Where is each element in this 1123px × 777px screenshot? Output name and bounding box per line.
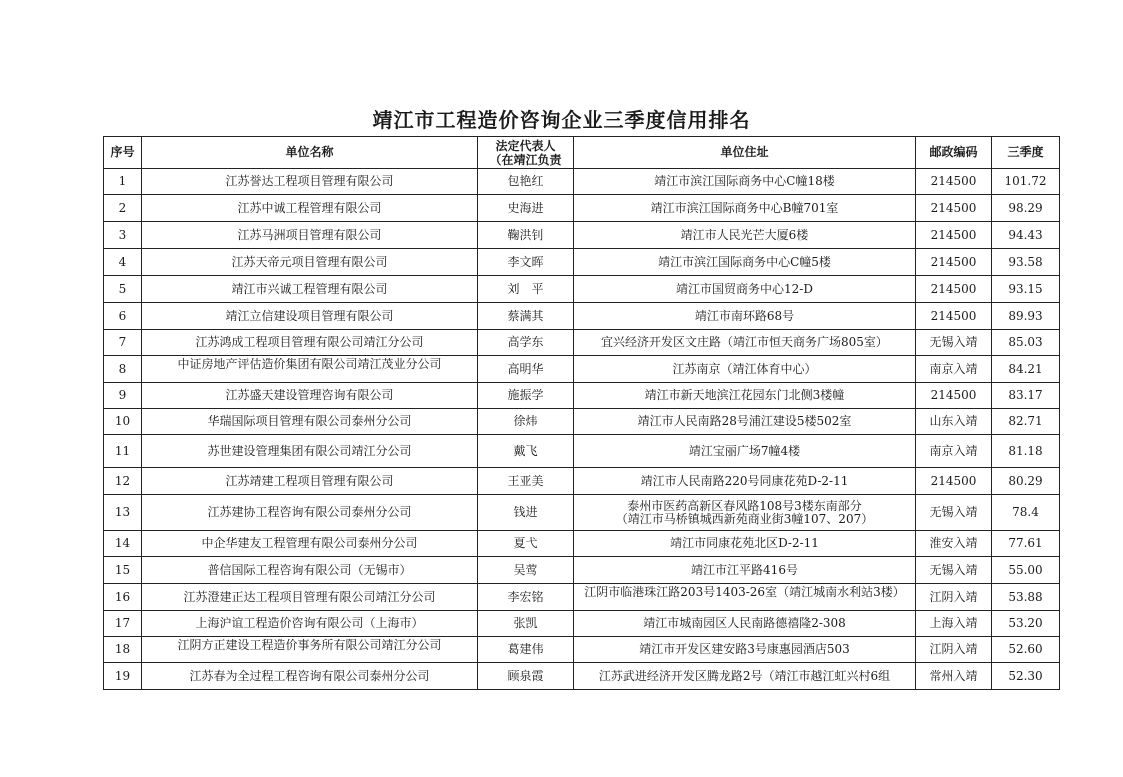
cell-postcode: 江阴入靖 — [916, 637, 992, 663]
cell-seq: 14 — [104, 531, 142, 557]
table-row — [104, 468, 1060, 495]
cell-name: 江苏春为全过程工程咨询有限公司泰州分公司 — [142, 663, 478, 690]
cell-postcode: 214500 — [916, 249, 992, 276]
cell-seq: 18 — [104, 637, 142, 663]
cell-postcode: 江阴入靖 — [916, 584, 992, 611]
header-name: 单位名称 — [142, 137, 478, 169]
cell-seq: 16 — [104, 584, 142, 611]
cell-q3: 53.88 — [992, 584, 1060, 611]
cell-rep: 徐炜 — [478, 409, 574, 435]
cell-seq: 11 — [104, 435, 142, 468]
table-row — [104, 222, 1060, 249]
cell-address-line1: 泰州市医药高新区春风路108号3楼东南部分 — [627, 498, 862, 513]
cell-q3: 83.17 — [992, 383, 1060, 409]
cell-q3: 53.20 — [992, 611, 1060, 637]
cell-seq: 10 — [104, 409, 142, 435]
cell-postcode: 淮安入靖 — [916, 531, 992, 557]
cell-address: 靖江市城南园区人民南路德禧隆2-308 — [574, 611, 916, 637]
cell-seq: 2 — [104, 195, 142, 222]
cell-address — [574, 584, 916, 611]
cell-seq: 9 — [104, 383, 142, 409]
cell-postcode: 南京入靖 — [916, 435, 992, 468]
cell-address: 靖江宝丽广场7幢4楼 — [574, 435, 916, 468]
cell-address: 靖江市南环路68号 — [574, 303, 916, 330]
cell-address-text: 江阴市临港珠江路203号1403-26室（靖江城南水利站3楼） — [584, 586, 905, 599]
cell-address: 宜兴经济开发区文庄路（靖江市恒天商务广场805室） — [574, 330, 916, 356]
cell-rep: 钱进 — [478, 495, 574, 531]
cell-name-text: 中证房地产评估造价集团有限公司靖江茂业分公司 — [177, 358, 442, 371]
table-row — [104, 663, 1060, 690]
cell-name: 中企华建友工程管理有限公司泰州分公司 — [142, 531, 478, 557]
table-row — [104, 584, 1060, 611]
cell-name: 苏世建设管理集团有限公司靖江分公司 — [142, 435, 478, 468]
cell-q3: 101.72 — [992, 169, 1060, 195]
cell-name: 普信国际工程咨询有限公司（无锡市） — [142, 557, 478, 584]
cell-seq: 5 — [104, 276, 142, 303]
cell-name: 靖江立信建设项目管理有限公司 — [142, 303, 478, 330]
cell-seq: 19 — [104, 663, 142, 690]
cell-q3: 84.21 — [992, 356, 1060, 383]
cell-name-text: 江阴方正建设工程造价事务所有限公司靖江分公司 — [177, 638, 442, 652]
cell-postcode: 无锡入靖 — [916, 557, 992, 584]
header-rep — [478, 137, 574, 169]
cell-address: 靖江市滨江国际商务中心C幢5楼 — [574, 249, 916, 276]
cell-postcode: 214500 — [916, 383, 992, 409]
cell-seq: 1 — [104, 169, 142, 195]
cell-postcode: 214500 — [916, 222, 992, 249]
cell-address: 江苏南京（靖江体育中心） — [574, 356, 916, 383]
cell-address: 靖江市人民光芒大厦6楼 — [574, 222, 916, 249]
cell-name: 江苏誉达工程项目管理有限公司 — [142, 169, 478, 195]
cell-rep: 刘 平 — [478, 276, 574, 303]
cell-q3: 94.43 — [992, 222, 1060, 249]
cell-rep: 高学东 — [478, 330, 574, 356]
cell-rep: 戴飞 — [478, 435, 574, 468]
cell-rep: 葛建伟 — [478, 637, 574, 663]
cell-seq: 15 — [104, 557, 142, 584]
cell-seq: 8 — [104, 356, 142, 383]
cell-address: 靖江市国贸商务中心12-D — [574, 276, 916, 303]
cell-rep: 鞠洪钊 — [478, 222, 574, 249]
cell-rep: 高明华 — [478, 356, 574, 383]
cell-rep: 施振学 — [478, 383, 574, 409]
table-row — [104, 356, 1060, 383]
cell-seq: 12 — [104, 468, 142, 495]
credit-ranking-table — [103, 136, 1060, 690]
cell-address-line2: （靖江市马桥镇城西新苑商业街3幢107、207） — [615, 511, 874, 526]
cell-postcode: 214500 — [916, 195, 992, 222]
document-title: 靖江市工程造价咨询企业三季度信用排名 — [372, 108, 751, 132]
table-row — [104, 169, 1060, 195]
cell-name — [142, 637, 478, 663]
cell-q3: 82.71 — [992, 409, 1060, 435]
cell-rep: 夏弋 — [478, 531, 574, 557]
cell-rep: 张凯 — [478, 611, 574, 637]
cell-q3: 80.29 — [992, 468, 1060, 495]
cell-address: 靖江市江平路416号 — [574, 557, 916, 584]
header-q3: 三季度 — [992, 137, 1060, 169]
header-rep-line2: （在靖江负责 — [489, 153, 562, 166]
cell-q3: 93.58 — [992, 249, 1060, 276]
cell-rep: 包艳红 — [478, 169, 574, 195]
table-row — [104, 303, 1060, 330]
cell-name: 江苏靖建工程项目管理有限公司 — [142, 468, 478, 495]
cell-postcode: 无锡入靖 — [916, 330, 992, 356]
cell-name: 江苏澄建正达工程项目管理有限公司靖江分公司 — [142, 584, 478, 611]
header-postcode: 邮政编码 — [916, 137, 992, 169]
cell-seq: 3 — [104, 222, 142, 249]
table-row — [104, 531, 1060, 557]
table-row — [104, 611, 1060, 637]
table-row — [104, 495, 1060, 531]
header-row — [104, 137, 1060, 169]
cell-address: 靖江市开发区建安路3号康惠园酒店503 — [574, 637, 916, 663]
cell-name: 华瑞国际项目管理有限公司泰州分公司 — [142, 409, 478, 435]
cell-postcode: 214500 — [916, 276, 992, 303]
cell-name: 江苏马洲项目管理有限公司 — [142, 222, 478, 249]
table-row — [104, 195, 1060, 222]
cell-rep: 李文晖 — [478, 249, 574, 276]
cell-q3: 85.03 — [992, 330, 1060, 356]
header-address: 单位住址 — [574, 137, 916, 169]
cell-rep: 史海进 — [478, 195, 574, 222]
cell-name: 江苏鸿成工程项目管理有限公司靖江分公司 — [142, 330, 478, 356]
cell-address — [574, 663, 916, 690]
cell-postcode: 上海入靖 — [916, 611, 992, 637]
cell-q3: 98.29 — [992, 195, 1060, 222]
cell-q3: 55.00 — [992, 557, 1060, 584]
cell-q3: 52.60 — [992, 637, 1060, 663]
cell-address — [574, 495, 916, 531]
cell-q3: 93.15 — [992, 276, 1060, 303]
header-rep-line1: 法定代表人 — [495, 139, 556, 153]
header-seq: 序号 — [104, 137, 142, 169]
table-row — [104, 383, 1060, 409]
cell-postcode: 常州入靖 — [916, 663, 992, 690]
cell-address: 靖江市滨江国际商务中心C幢18楼 — [574, 169, 916, 195]
cell-rep: 顾泉霞 — [478, 663, 574, 690]
table-row — [104, 276, 1060, 303]
table-row — [104, 637, 1060, 663]
cell-seq: 6 — [104, 303, 142, 330]
cell-seq: 13 — [104, 495, 142, 531]
cell-address: 靖江市人民南路28号浦江建设5楼502室 — [574, 409, 916, 435]
cell-q3: 52.30 — [992, 663, 1060, 690]
cell-name — [142, 356, 478, 383]
cell-seq: 7 — [104, 330, 142, 356]
table-row — [104, 435, 1060, 468]
cell-name: 江苏盛天建设管理咨询有限公司 — [142, 383, 478, 409]
cell-postcode: 无锡入靖 — [916, 495, 992, 531]
cell-address: 靖江市同康花苑北区D-2-11 — [574, 531, 916, 557]
table-row — [104, 557, 1060, 584]
cell-q3: 78.4 — [992, 495, 1060, 531]
table-row — [104, 409, 1060, 435]
cell-rep: 王亚美 — [478, 468, 574, 495]
cell-name: 江苏建协工程咨询有限公司泰州分公司 — [142, 495, 478, 531]
cell-q3: 77.61 — [992, 531, 1060, 557]
cell-seq: 4 — [104, 249, 142, 276]
cell-name: 江苏中诚工程管理有限公司 — [142, 195, 478, 222]
cell-address-text: 江苏武进经济开发区腾龙路2号（靖江市越江虹兴村6组 — [598, 669, 891, 683]
table-row — [104, 249, 1060, 276]
cell-address: 靖江市新天地滨江花园东门北侧3楼幢 — [574, 383, 916, 409]
cell-postcode: 214500 — [916, 468, 992, 495]
cell-rep: 蔡满其 — [478, 303, 574, 330]
cell-postcode: 214500 — [916, 169, 992, 195]
cell-rep: 李宏铭 — [478, 584, 574, 611]
cell-postcode: 南京入靖 — [916, 356, 992, 383]
cell-q3: 89.93 — [992, 303, 1060, 330]
cell-address: 靖江市滨江国际商务中心B幢701室 — [574, 195, 916, 222]
cell-postcode: 山东入靖 — [916, 409, 992, 435]
cell-postcode: 214500 — [916, 303, 992, 330]
cell-name: 靖江市兴诚工程管理有限公司 — [142, 276, 478, 303]
cell-rep: 吴莺 — [478, 557, 574, 584]
cell-name: 江苏天帝元项目管理有限公司 — [142, 249, 478, 276]
table-row — [104, 330, 1060, 356]
cell-q3: 81.18 — [992, 435, 1060, 468]
cell-seq: 17 — [104, 611, 142, 637]
cell-address: 靖江市人民南路220号同康花苑D-2-11 — [574, 468, 916, 495]
cell-name: 上海沪谊工程造价咨询有限公司（上海市） — [142, 611, 478, 637]
